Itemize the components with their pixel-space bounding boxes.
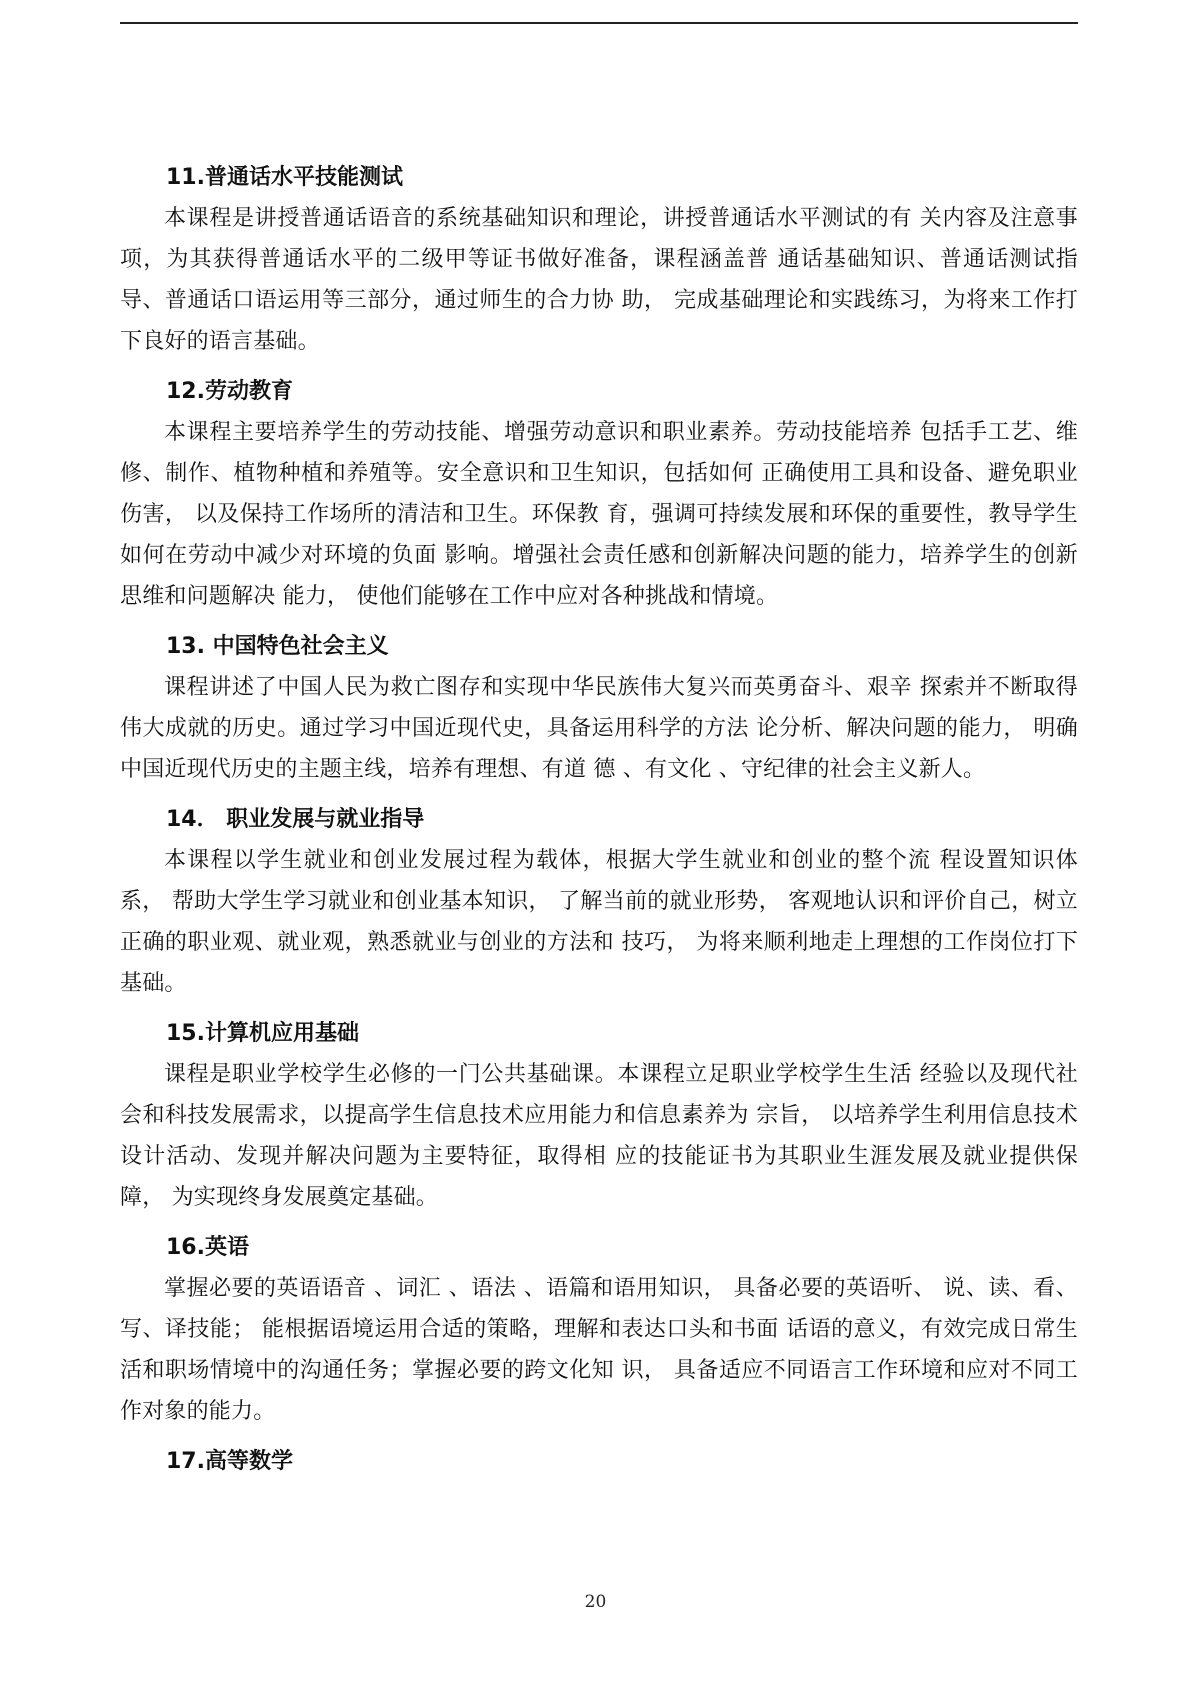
section-english: [120, 1228, 1078, 1432]
section-advanced-math: [120, 1442, 1078, 1482]
section-labor-education: [120, 372, 1078, 617]
section-paragraph: 本课程主要培养学生的劳动技能、增强劳动意识和职业素养。劳动技能培养 包括手工艺、维修、制作、植物种植和养殖等。安全意识和卫生知识，包括如何 正确使用工具和设备、避免职业伤害， 以及保持工作场所的清洁和卫生。环保教 育，强调可持续发展和环保的重要性，教导学生如何在劳动中减少对环境的负面 影响。增强社会责任感和创新解决问题的能力，培养学生的创新思维和问题解决 能力， 使他们能够在工作中应对各种挑战和情境。: [120, 420, 1078, 609]
section-paragraph: 本课程以学生就业和创业发展过程为载体，根据大学生就业和创业的整个流 程设置知识体系， 帮助大学生学习就业和创业基本知识， 了解当前的就业形势， 客观地认识和评价自己，树立正确的职业观、就业观，熟悉就业与创业的方法和 技巧， 为将来顺利地走上理想的工作岗位打下基础。: [120, 848, 1078, 996]
section-heading: 13. 中国特色社会主义: [166, 634, 389, 659]
section-heading: 17.高等数学: [166, 1449, 293, 1474]
section-putonghua: [120, 158, 1078, 362]
section-paragraph: 课程讲述了中国人民为救亡图存和实现中华民族伟大复兴而英勇奋斗、艰辛 探索并不断取得伟大成就的历史。通过学习中国近现代史，具备运用科学的方法 论分析、解决问题的能力， 明确中国近现代历史的主题主线，培养有理想、有道 德 、有文化 、守纪律的社会主义新人。: [120, 675, 1078, 782]
section-paragraph: 课程是职业学校学生必修的一门公共基础课。本课程立足职业学校学生生活 经验以及现代社会和科技发展需求，以提高学生信息技术应用能力和信息素养为 宗旨， 以培养学生利用信息技术设计活动、发现并解决问题为主要特征，取得相 应的技能证书为其职业生涯发展及就业提供保障， 为实现终身发展奠定基础。: [120, 1062, 1078, 1210]
section-heading: 11.普通话水平技能测试: [166, 165, 403, 190]
page-number: 20: [584, 1592, 607, 1612]
section-paragraph: 本课程是讲授普通话语音的系统基础知识和理论，讲授普通话水平测试的有 关内容及注意事项，为其获得普通话水平的二级甲等证书做好准备，课程涵盖普 通话基础知识、普通话测试指导、普通话口语运用等三部分，通过师生的合力协 助， 完成基础理论和实践练习，为将来工作打下良好的语言基础。: [120, 206, 1078, 354]
section-computer-basics: [120, 1014, 1078, 1218]
section-paragraph: 掌握必要的英语语音 、词汇 、语法 、语篇和语用知识， 具备必要的英语听、 说、读、看、写、译技能； 能根据语境运用合适的策略，理解和表达口头和书面 话语的意义，有效完成日常生活和职场情境中的沟通任务；掌握必要的跨文化知 识， 具备适应不同语言工作环境和应对不同工作对象的能力。: [120, 1276, 1078, 1424]
document-body: [120, 158, 1078, 1492]
section-heading: 16.英语: [166, 1235, 249, 1260]
section-heading: 14． 职业发展与就业指导: [166, 807, 425, 832]
header-rule: [120, 22, 1078, 24]
section-heading: 12.劳动教育: [166, 379, 293, 404]
section-heading: 15.计算机应用基础: [166, 1021, 359, 1046]
section-career-guidance: [120, 800, 1078, 1004]
section-socialism: [120, 627, 1078, 790]
